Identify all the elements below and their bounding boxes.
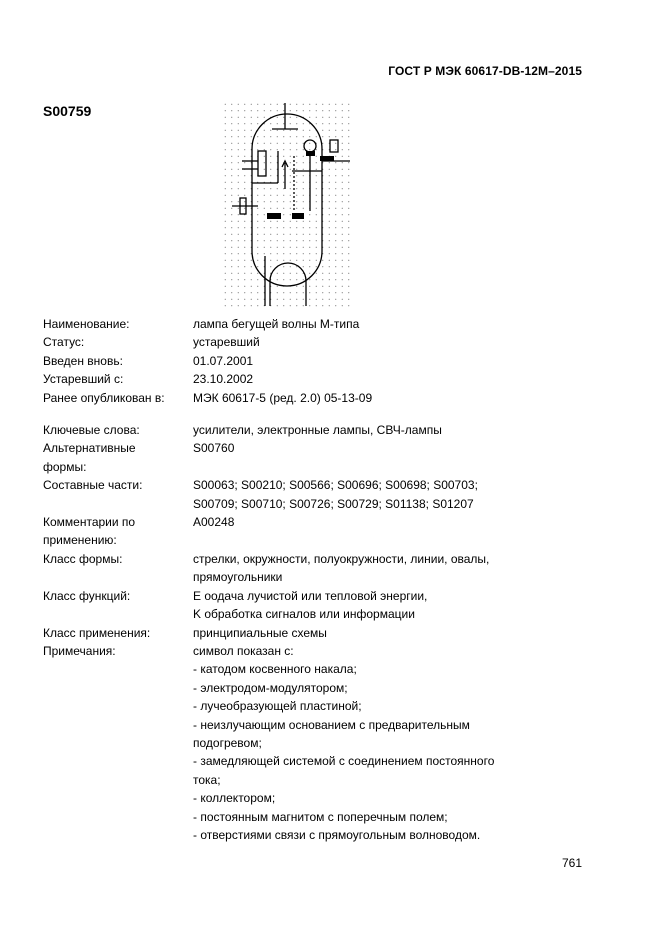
field-label: Примечания: (43, 643, 116, 658)
field-value: S00063; S00210; S00566; S00696; S00698; S00703; (193, 478, 478, 493)
field-value: - катодом косвенного накала; (193, 662, 357, 677)
field-value: принципиальные схемы (193, 625, 327, 640)
field-application-notes (43, 513, 583, 550)
field-value: лампа бегущей волны М-типа (193, 317, 360, 331)
field-value: - замедляющей системой с соединением постоянного (193, 754, 495, 769)
field-label: Ключевые слова: (43, 423, 140, 438)
field-label: Статус: (43, 335, 85, 350)
focus-plate-2 (292, 213, 304, 219)
field-label: Введен вновь: (43, 353, 123, 368)
field-gap (43, 407, 583, 421)
field-keywords (43, 421, 583, 439)
field-application-class (43, 624, 583, 642)
field-value: символ показан с: (193, 643, 294, 658)
focus-plate (267, 213, 281, 219)
field-value: стрелки, окружности, полуокружности, линии, овалы, (193, 551, 490, 566)
field-introduced (43, 352, 583, 370)
symbol-code: S00759 (43, 103, 92, 119)
field-status (43, 333, 583, 351)
field-name (43, 315, 583, 333)
field-label: Наименование: (43, 317, 130, 331)
field-value: - отверстиями связи с прямоугольным волноводом. (193, 827, 481, 842)
field-label: Устаревший с: (43, 372, 124, 387)
field-value: - постоянным магнитом с поперечным полем; (193, 809, 448, 824)
field-label: Класс применения: (43, 625, 151, 640)
field-label: Составные части: (43, 478, 143, 493)
field-label: применению: (43, 533, 117, 548)
field-value: - электродом-модулятором; (193, 680, 348, 695)
field-value: 01.07.2001 (193, 353, 254, 368)
field-value: подогревом; (193, 735, 262, 750)
field-label: формы: (43, 459, 87, 474)
field-value: усилители, электронные лампы, СВЧ-лампы (193, 423, 442, 438)
field-value: устаревший (193, 335, 260, 350)
field-value: A00248 (193, 515, 235, 530)
field-remarks (43, 642, 583, 844)
field-value: E оодача лучистой или тепловой энергии, (193, 588, 428, 603)
symbol-fields (43, 315, 583, 844)
dot-grid (222, 101, 352, 308)
field-obsolete-since (43, 370, 583, 388)
field-label: Класс функций: (43, 588, 131, 603)
field-value: K обработка сигналов или информации (193, 607, 415, 622)
field-value: - лучеобразующей пластиной; (193, 699, 362, 714)
field-label: Ранее опубликован в: (43, 390, 165, 405)
field-published-in (43, 389, 583, 407)
field-value: - коллектором; (193, 791, 276, 806)
field-label: Комментарии по (43, 515, 136, 530)
symbol-figure (222, 101, 352, 308)
field-function-class (43, 587, 583, 624)
field-alternatives (43, 439, 583, 476)
field-label: Класс формы: (43, 551, 123, 566)
field-value: тока; (193, 772, 221, 787)
field-value: - неизлучающим основанием с предварительным (193, 717, 470, 732)
field-value: S00760 (193, 441, 235, 456)
field-value: 23.10.2002 (193, 372, 254, 387)
collector-block (320, 156, 334, 161)
field-shape-class (43, 550, 583, 587)
field-value: МЭК 60617-5 (ред. 2.0) 05-13-09 (193, 390, 373, 405)
field-value: S00709; S00710; S00726; S00729; S01138; S01207 (193, 496, 474, 511)
page-number: 761 (561, 856, 582, 870)
field-label: Альтернативные (43, 441, 136, 456)
standard-header: ГОСТ Р МЭК 60617-DB-12M–2015 (388, 64, 582, 78)
field-components (43, 476, 583, 513)
field-value: прямоугольники (193, 570, 283, 585)
